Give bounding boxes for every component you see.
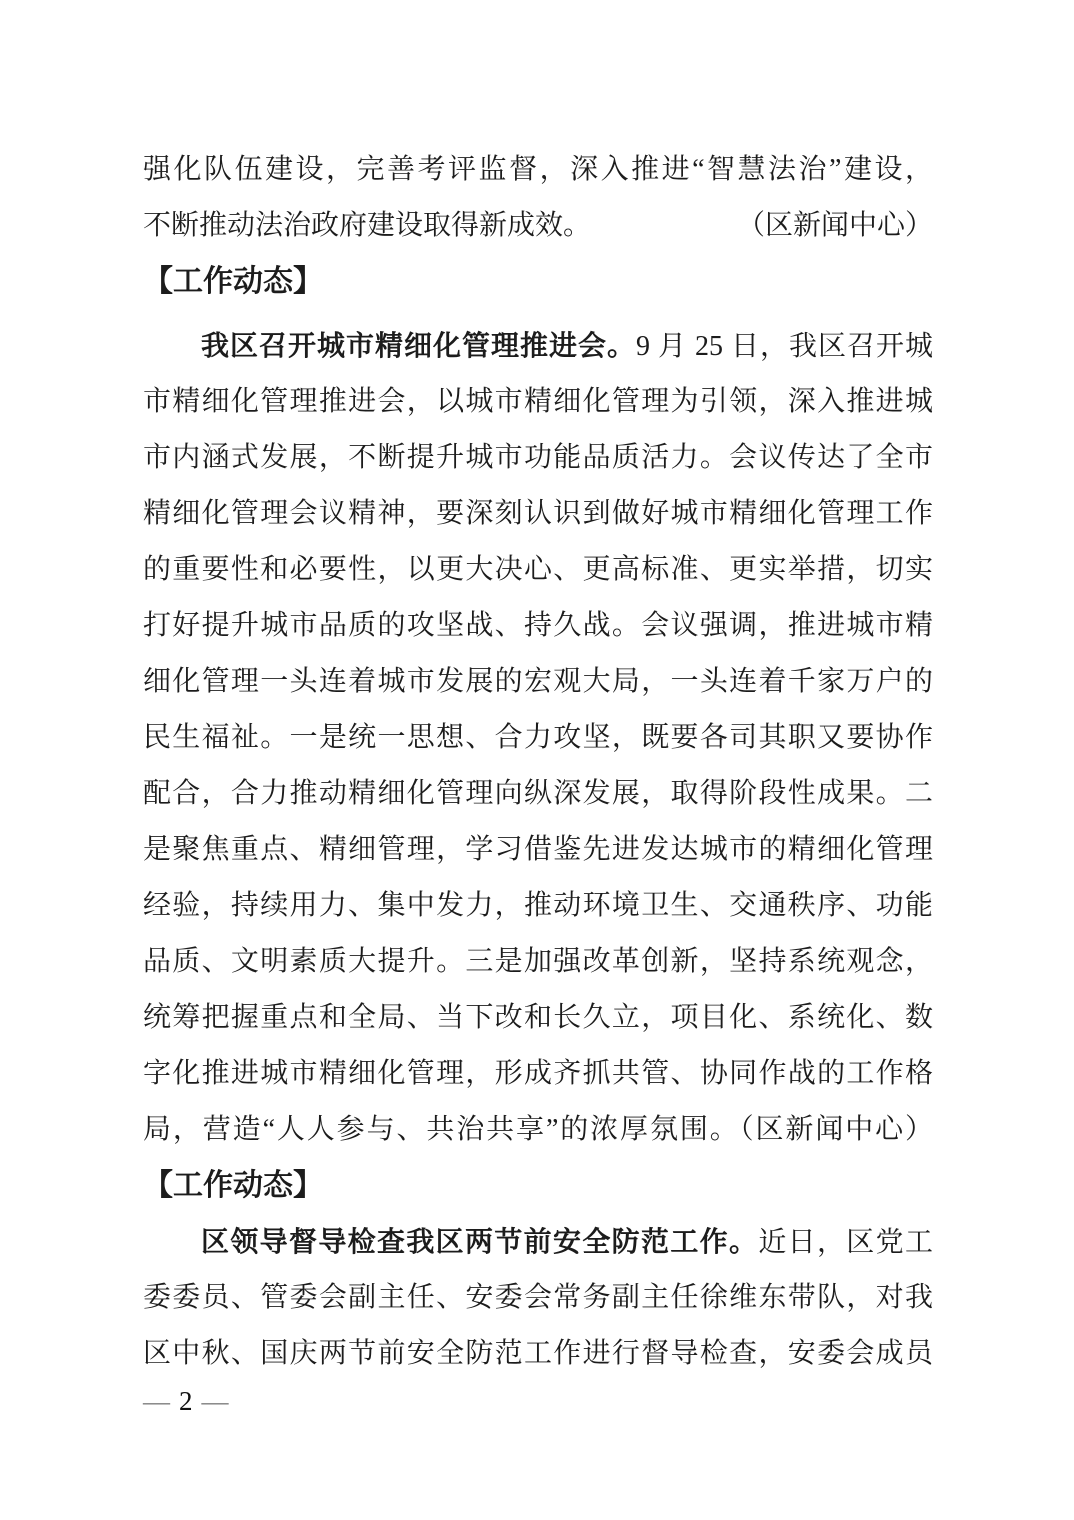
paragraph-line: 委委员、管委会副主任、安委会常务副主任徐维东带队，对我 <box>143 1282 933 1313</box>
paragraph-first-line <box>143 1214 933 1270</box>
paragraph-line: 市内涵式发展，不断提升城市功能品质活力。会议传达了全市 <box>143 442 933 473</box>
paragraph-line: 精细化管理会议精神，要深刻认识到做好城市精细化管理工作 <box>143 498 933 529</box>
paragraph-line: 细化管理一头连着城市发展的宏观大局，一头连着千家万户的 <box>143 666 933 697</box>
paragraph-line: 区中秋、国庆两节前安全防范工作进行督导检查，安委会成员 <box>143 1338 933 1369</box>
paragraph-line: 配合，合力推动精细化管理向纵深发展，取得阶段性成果。二 <box>143 778 933 809</box>
paragraph-first-line <box>143 318 933 374</box>
paragraph-text: 近日，区党工 <box>758 1227 933 1258</box>
page-number-footer <box>143 1384 229 1418</box>
paragraph-line-with-source <box>143 198 933 254</box>
article-title-bold: 我区召开城市精细化管理推进会。 <box>201 330 636 361</box>
article-title-bold: 区领导督导检查我区两节前安全防范工作。 <box>201 1226 759 1257</box>
paragraph-line: 打好提升城市品质的攻坚战、持久战。会议强调，推进城市精 <box>143 610 933 641</box>
paragraph-line: 民生福祉。一是统一思想、合力攻坚，既要各司其职又要协作 <box>143 722 933 753</box>
paragraph-line: 经验，持续用力、集中发力，推动环境卫生、交通秩序、功能 <box>143 890 933 921</box>
footer-dash-right: — <box>201 1386 229 1416</box>
paragraph-line: 品质、文明素质大提升。三是加强改革创新，坚持系统观念， <box>143 946 933 977</box>
paragraph-line: 字化推进城市精细化管理，形成齐抓共管、协同作战的工作格 <box>143 1058 933 1089</box>
footer-dash-left: — <box>143 1386 170 1416</box>
paragraph-line: 局，营造“人人参与、共治共享”的浓厚氛围。（区新闻中心） <box>143 1114 933 1145</box>
paragraph-text: 9 月 25 日，我区召开城 <box>635 331 933 362</box>
source-attribution: （区新闻中心） <box>736 210 933 241</box>
paragraph-line: 的重要性和必要性，以更大决心、更高标准、更实举措，切实 <box>143 554 933 585</box>
paragraph-line: 是聚焦重点、精细管理，学习借鉴先进发达城市的精细化管理 <box>143 834 933 865</box>
paragraph-line: 强化队伍建设，完善考评监督，深入推进“智慧法治”建设， <box>143 154 933 185</box>
page-content <box>143 142 933 1382</box>
section-heading: 【工作动态】 <box>143 1169 323 1202</box>
paragraph-line: 统筹把握重点和全局、当下改和长久立，项目化、系统化、数 <box>143 1002 933 1033</box>
paragraph-text: 不断推动法治政府建设取得新成效。 <box>143 210 592 241</box>
section-heading: 【工作动态】 <box>143 265 323 298</box>
page-number: 2 <box>179 1386 193 1416</box>
paragraph-line: 市精细化管理推进会，以城市精细化管理为引领，深入推进城 <box>143 386 933 417</box>
